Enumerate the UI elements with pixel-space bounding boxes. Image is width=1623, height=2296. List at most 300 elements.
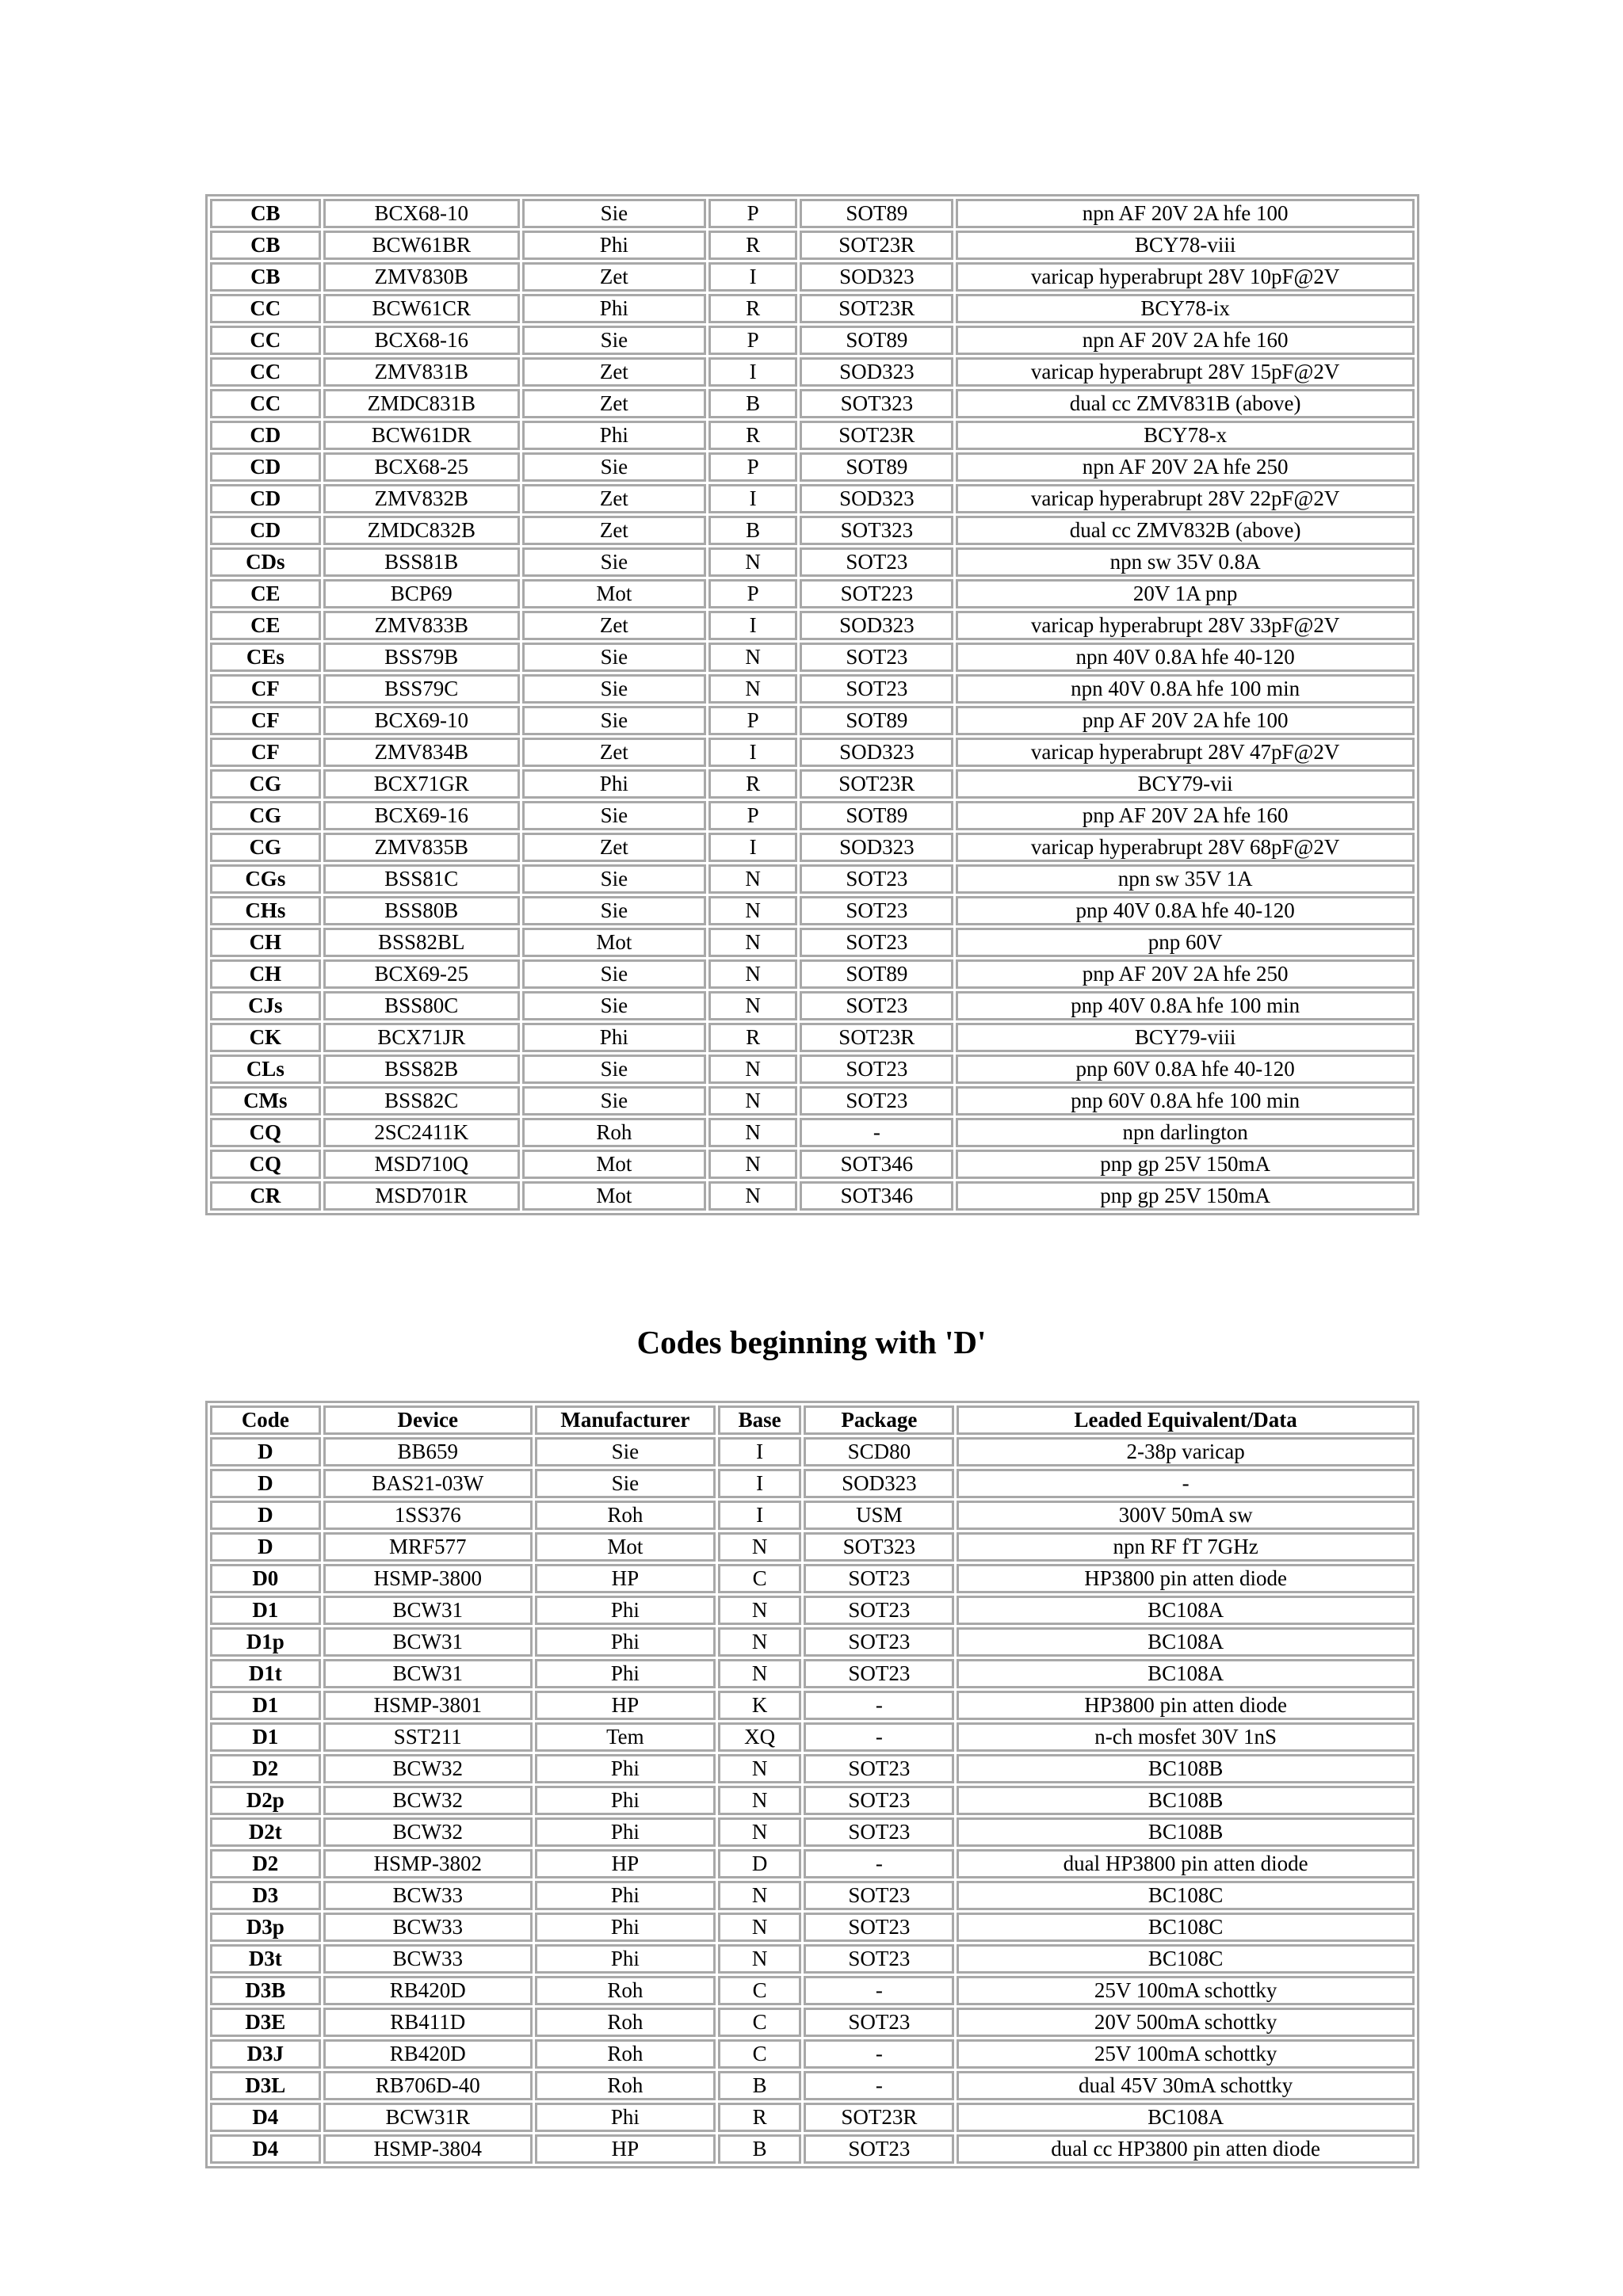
table-row — [210, 2103, 1415, 2132]
base-cell: N — [708, 1055, 798, 1084]
device-cell: BCX68-16 — [323, 326, 520, 355]
equivalent-data-cell: BC108C — [957, 1913, 1415, 1942]
code-cell: CF — [210, 674, 321, 704]
table-row — [210, 1627, 1415, 1657]
package-cell: SOT23 — [800, 1055, 953, 1084]
manufacturer-cell: Phi — [522, 1023, 706, 1052]
code-cell: D2t — [210, 1817, 321, 1847]
base-cell: XQ — [718, 1722, 801, 1752]
equivalent-data-cell: npn AF 20V 2A hfe 250 — [956, 452, 1415, 482]
device-header: Device — [323, 1405, 533, 1435]
base-cell: I — [718, 1437, 801, 1466]
equivalent-data-cell: pnp gp 25V 150mA — [956, 1181, 1415, 1211]
table-row — [210, 547, 1415, 577]
code-cell: D0 — [210, 1564, 321, 1593]
equivalent-data-header: Leaded Equivalent/Data — [957, 1405, 1415, 1435]
manufacturer-cell: Zet — [522, 357, 706, 387]
device-cell: HSMP-3804 — [323, 2134, 533, 2164]
device-cell: BSS80B — [323, 896, 520, 925]
device-cell: BSS80C — [323, 991, 520, 1020]
device-cell: ZMV831B — [323, 357, 520, 387]
table-row — [210, 674, 1415, 704]
manufacturer-cell: Phi — [535, 1659, 716, 1688]
equivalent-data-cell: BC108C — [957, 1944, 1415, 1974]
equivalent-data-cell: pnp 40V 0.8A hfe 100 min — [956, 991, 1415, 1020]
code-cell: CC — [210, 357, 321, 387]
code-cell: D — [210, 1469, 321, 1498]
equivalent-data-cell: pnp AF 20V 2A hfe 160 — [956, 801, 1415, 830]
base-cell: N — [708, 896, 798, 925]
device-cell: BCX68-25 — [323, 452, 520, 482]
code-cell: CF — [210, 738, 321, 767]
base-cell: P — [708, 579, 798, 608]
equivalent-data-cell: BC108C — [957, 1881, 1415, 1910]
manufacturer-cell: Sie — [535, 1469, 716, 1498]
manufacturer-cell: Tem — [535, 1722, 716, 1752]
table-row — [210, 357, 1415, 387]
device-cell: 2SC2411K — [323, 1118, 520, 1147]
table-row — [210, 1944, 1415, 1974]
package-cell: SOT23 — [800, 1086, 953, 1116]
device-cell: RB420D — [323, 1976, 533, 2005]
base-cell: N — [708, 547, 798, 577]
base-cell: I — [718, 1501, 801, 1530]
equivalent-data-cell: BC108B — [957, 1786, 1415, 1815]
base-cell: I — [708, 262, 798, 292]
code-cell: D — [210, 1532, 321, 1562]
package-cell: SOD323 — [800, 357, 953, 387]
table-row — [210, 579, 1415, 608]
package-cell: SOD323 — [800, 833, 953, 862]
manufacturer-cell: Sie — [522, 547, 706, 577]
package-cell: SOT23R — [804, 2103, 954, 2132]
manufacturer-cell: Roh — [535, 2039, 716, 2069]
table-row — [210, 1691, 1415, 1720]
manufacturer-cell: Roh — [535, 1976, 716, 2005]
manufacturer-cell: Phi — [522, 231, 706, 260]
device-cell: BCW31 — [323, 1659, 533, 1688]
codes-d-table-body — [210, 1437, 1415, 2164]
table-row — [210, 2039, 1415, 2069]
base-cell: P — [708, 801, 798, 830]
device-cell: BCX71GR — [323, 769, 520, 799]
code-cell: CQ — [210, 1118, 321, 1147]
device-cell: BSS82BL — [323, 928, 520, 957]
equivalent-data-cell: varicap hyperabrupt 28V 22pF@2V — [956, 484, 1415, 513]
package-header: Package — [804, 1405, 954, 1435]
equivalent-data-cell: HP3800 pin atten diode — [957, 1691, 1415, 1720]
base-cell: I — [708, 357, 798, 387]
equivalent-data-cell: pnp 60V — [956, 928, 1415, 957]
manufacturer-cell: Mot — [522, 1150, 706, 1179]
base-cell: C — [718, 2008, 801, 2037]
device-cell: BB659 — [323, 1437, 533, 1466]
manufacturer-cell: Sie — [522, 326, 706, 355]
package-cell: SOT23 — [800, 864, 953, 894]
manufacturer-cell: Phi — [522, 294, 706, 323]
equivalent-data-cell: varicap hyperabrupt 28V 10pF@2V — [956, 262, 1415, 292]
base-cell: N — [708, 643, 798, 672]
package-cell: SOT23R — [800, 1023, 953, 1052]
equivalent-data-cell: BC108A — [957, 2103, 1415, 2132]
package-cell: SOT23 — [804, 1627, 954, 1657]
equivalent-data-cell: 25V 100mA schottky — [957, 2039, 1415, 2069]
code-cell: CD — [210, 484, 321, 513]
code-cell: D3J — [210, 2039, 321, 2069]
package-cell: SOT23R — [800, 231, 953, 260]
table-row — [210, 1754, 1415, 1783]
table-row — [210, 801, 1415, 830]
base-cell: P — [708, 326, 798, 355]
device-cell: BCW61BR — [323, 231, 520, 260]
manufacturer-cell: Roh — [535, 2008, 716, 2037]
manufacturer-cell: Sie — [522, 452, 706, 482]
equivalent-data-cell: BCY79-vii — [956, 769, 1415, 799]
manufacturer-cell: Phi — [522, 421, 706, 450]
table-row — [210, 1976, 1415, 2005]
equivalent-data-cell: varicap hyperabrupt 28V 47pF@2V — [956, 738, 1415, 767]
package-cell: SOT89 — [800, 706, 953, 735]
package-cell: SOT23 — [800, 896, 953, 925]
base-cell: N — [718, 1596, 801, 1625]
base-cell: P — [708, 199, 798, 228]
device-cell: BSS81C — [323, 864, 520, 894]
package-cell: SOT23 — [804, 1913, 954, 1942]
package-cell: SOD323 — [804, 1469, 954, 1498]
manufacturer-cell: HP — [535, 1691, 716, 1720]
package-cell: SOT346 — [800, 1150, 953, 1179]
package-cell: SOT89 — [800, 326, 953, 355]
table-row — [210, 2008, 1415, 2037]
base-cell: B — [708, 516, 798, 545]
manufacturer-cell: Phi — [535, 1627, 716, 1657]
package-cell: SOT89 — [800, 801, 953, 830]
device-cell: BCX68-10 — [323, 199, 520, 228]
equivalent-data-cell: pnp 40V 0.8A hfe 40-120 — [956, 896, 1415, 925]
package-cell: SOT89 — [800, 452, 953, 482]
table-row — [210, 452, 1415, 482]
equivalent-data-cell: dual cc ZMV832B (above) — [956, 516, 1415, 545]
code-cell: CE — [210, 611, 321, 640]
code-cell: D3 — [210, 1881, 321, 1910]
device-cell: BSS81B — [323, 547, 520, 577]
base-cell: C — [718, 1564, 801, 1593]
equivalent-data-cell: dual 45V 30mA schottky — [957, 2071, 1415, 2100]
base-cell: N — [718, 1754, 801, 1783]
device-cell: BCW31R — [323, 2103, 533, 2132]
device-cell: BSS82C — [323, 1086, 520, 1116]
base-cell: N — [718, 1532, 801, 1562]
device-cell: RB420D — [323, 2039, 533, 2069]
device-cell: ZMDC831B — [323, 389, 520, 418]
code-cell: D — [210, 1437, 321, 1466]
table-row — [210, 1055, 1415, 1084]
package-cell: SOT23 — [800, 674, 953, 704]
table-row — [210, 231, 1415, 260]
table-row — [210, 1817, 1415, 1847]
table-row — [210, 421, 1415, 450]
code-cell: CB — [210, 262, 321, 292]
table-row — [210, 2071, 1415, 2100]
equivalent-data-cell: HP3800 pin atten diode — [957, 1564, 1415, 1593]
manufacturer-cell: Mot — [522, 579, 706, 608]
package-cell: SOT23 — [804, 1596, 954, 1625]
device-cell: ZMV833B — [323, 611, 520, 640]
code-cell: CR — [210, 1181, 321, 1211]
base-cell: N — [708, 1150, 798, 1179]
code-cell: CC — [210, 294, 321, 323]
device-cell: ZMV832B — [323, 484, 520, 513]
device-cell: MSD710Q — [323, 1150, 520, 1179]
table-row — [210, 611, 1415, 640]
table-row — [210, 1786, 1415, 1815]
manufacturer-cell: Zet — [522, 262, 706, 292]
codes-d-table-header — [210, 1405, 1415, 1435]
manufacturer-cell: Sie — [522, 864, 706, 894]
equivalent-data-cell: npn AF 20V 2A hfe 160 — [956, 326, 1415, 355]
codes-d-table — [205, 1401, 1419, 2168]
manufacturer-cell: Sie — [522, 896, 706, 925]
table-row — [210, 1469, 1415, 1498]
base-cell: C — [718, 1976, 801, 2005]
package-cell: SOT23 — [804, 2134, 954, 2164]
package-cell: SOT23 — [800, 547, 953, 577]
manufacturer-cell: Phi — [535, 1881, 716, 1910]
table-row — [210, 833, 1415, 862]
base-cell: I — [708, 611, 798, 640]
package-cell: SOD323 — [800, 262, 953, 292]
code-cell: CB — [210, 231, 321, 260]
code-cell: D1 — [210, 1691, 321, 1720]
code-cell: CH — [210, 928, 321, 957]
package-cell: SOT23 — [804, 1754, 954, 1783]
equivalent-data-cell: varicap hyperabrupt 28V 15pF@2V — [956, 357, 1415, 387]
manufacturer-cell: Phi — [535, 1754, 716, 1783]
device-cell: BCW61DR — [323, 421, 520, 450]
base-cell: D — [718, 1849, 801, 1878]
package-cell: SOT323 — [804, 1532, 954, 1562]
manufacturer-cell: Zet — [522, 738, 706, 767]
package-cell: SOT23R — [800, 769, 953, 799]
device-cell: BCW33 — [323, 1881, 533, 1910]
manufacturer-header: Manufacturer — [535, 1405, 716, 1435]
equivalent-data-cell: pnp 60V 0.8A hfe 40-120 — [956, 1055, 1415, 1084]
package-cell: SOT23 — [800, 991, 953, 1020]
table-row — [210, 928, 1415, 957]
code-cell: D1p — [210, 1627, 321, 1657]
code-cell: CC — [210, 389, 321, 418]
code-cell: CB — [210, 199, 321, 228]
device-cell: BSS82B — [323, 1055, 520, 1084]
table-row — [210, 262, 1415, 292]
equivalent-data-cell: npn darlington — [956, 1118, 1415, 1147]
base-cell: N — [708, 674, 798, 704]
device-cell: SST211 — [323, 1722, 533, 1752]
table-row — [210, 1564, 1415, 1593]
device-cell: BCX69-10 — [323, 706, 520, 735]
base-cell: P — [708, 706, 798, 735]
base-cell: N — [718, 1817, 801, 1847]
equivalent-data-cell: 300V 50mA sw — [957, 1501, 1415, 1530]
codes-c-table-body — [210, 199, 1415, 1211]
base-cell: P — [708, 452, 798, 482]
device-cell: ZMV830B — [323, 262, 520, 292]
manufacturer-cell: Sie — [535, 1437, 716, 1466]
equivalent-data-cell: npn sw 35V 1A — [956, 864, 1415, 894]
manufacturer-cell: Roh — [535, 1501, 716, 1530]
manufacturer-cell: Phi — [535, 1786, 716, 1815]
device-cell: BAS21-03W — [323, 1469, 533, 1498]
code-cell: CMs — [210, 1086, 321, 1116]
equivalent-data-cell: pnp gp 25V 150mA — [956, 1150, 1415, 1179]
device-cell: ZMDC832B — [323, 516, 520, 545]
base-cell: I — [708, 833, 798, 862]
code-cell: D3L — [210, 2071, 321, 2100]
equivalent-data-cell: n-ch mosfet 30V 1nS — [957, 1722, 1415, 1752]
table-row — [210, 1150, 1415, 1179]
section-heading: Codes beginning with 'D' — [636, 1324, 987, 1360]
table-row — [210, 1118, 1415, 1147]
package-cell: SOT23 — [804, 1881, 954, 1910]
manufacturer-cell: Sie — [522, 801, 706, 830]
table-row — [210, 1181, 1415, 1211]
equivalent-data-cell: 20V 1A pnp — [956, 579, 1415, 608]
base-cell: R — [708, 294, 798, 323]
table-row — [210, 1437, 1415, 1466]
equivalent-data-cell: npn sw 35V 0.8A — [956, 547, 1415, 577]
equivalent-data-cell: dual cc HP3800 pin atten diode — [957, 2134, 1415, 2164]
table-row — [210, 959, 1415, 989]
equivalent-data-cell: varicap hyperabrupt 28V 33pF@2V — [956, 611, 1415, 640]
base-cell: K — [718, 1691, 801, 1720]
code-cell: CG — [210, 769, 321, 799]
table-row — [210, 1913, 1415, 1942]
code-cell: D1t — [210, 1659, 321, 1688]
base-cell: N — [708, 959, 798, 989]
device-cell: BCW32 — [323, 1817, 533, 1847]
base-cell: R — [708, 231, 798, 260]
device-cell: BCW33 — [323, 1913, 533, 1942]
package-cell: SOT89 — [800, 959, 953, 989]
code-cell: CE — [210, 579, 321, 608]
table-row — [210, 1596, 1415, 1625]
code-cell: CG — [210, 801, 321, 830]
code-cell: D1 — [210, 1722, 321, 1752]
device-cell: MRF577 — [323, 1532, 533, 1562]
package-cell: SOT223 — [800, 579, 953, 608]
manufacturer-cell: Mot — [522, 928, 706, 957]
code-cell: D3p — [210, 1913, 321, 1942]
package-cell: SOT89 — [800, 199, 953, 228]
package-cell: - — [804, 1976, 954, 2005]
header-row — [210, 1405, 1415, 1435]
manufacturer-cell: Sie — [522, 706, 706, 735]
code-cell: CC — [210, 326, 321, 355]
device-cell: HSMP-3801 — [323, 1691, 533, 1720]
package-cell: SOT23 — [804, 1564, 954, 1593]
device-cell: 1SS376 — [323, 1501, 533, 1530]
package-cell: SOT23 — [804, 1659, 954, 1688]
base-cell: I — [708, 738, 798, 767]
table-row — [210, 1086, 1415, 1116]
base-cell: I — [718, 1469, 801, 1498]
code-cell: CEs — [210, 643, 321, 672]
base-cell: N — [718, 1659, 801, 1688]
table-row — [210, 294, 1415, 323]
table-row — [210, 643, 1415, 672]
package-cell: SOT23 — [804, 1944, 954, 1974]
base-cell: N — [718, 1627, 801, 1657]
table-row — [210, 1881, 1415, 1910]
package-cell: - — [804, 2071, 954, 2100]
table-row — [210, 1722, 1415, 1752]
manufacturer-cell: HP — [535, 2134, 716, 2164]
manufacturer-cell: Sie — [522, 199, 706, 228]
device-cell: RB706D-40 — [323, 2071, 533, 2100]
base-header: Base — [718, 1405, 801, 1435]
package-cell: SOT23R — [800, 421, 953, 450]
table-row — [210, 864, 1415, 894]
table-row — [210, 991, 1415, 1020]
equivalent-data-cell: pnp AF 20V 2A hfe 250 — [956, 959, 1415, 989]
code-cell: D4 — [210, 2134, 321, 2164]
table-row — [210, 706, 1415, 735]
base-cell: N — [708, 928, 798, 957]
table-row — [210, 1849, 1415, 1878]
equivalent-data-cell: 2-38p varicap — [957, 1437, 1415, 1466]
manufacturer-cell: Zet — [522, 611, 706, 640]
package-cell: SOD323 — [800, 611, 953, 640]
equivalent-data-cell: dual cc ZMV831B (above) — [956, 389, 1415, 418]
base-cell: R — [718, 2103, 801, 2132]
code-cell: CJs — [210, 991, 321, 1020]
manufacturer-cell: Zet — [522, 389, 706, 418]
equivalent-data-cell: BC108B — [957, 1817, 1415, 1847]
code-cell: CH — [210, 959, 321, 989]
manufacturer-cell: Phi — [522, 769, 706, 799]
equivalent-data-cell: BC108B — [957, 1754, 1415, 1783]
table-row — [210, 769, 1415, 799]
equivalent-data-cell: BCY78-viii — [956, 231, 1415, 260]
equivalent-data-cell: - — [957, 1469, 1415, 1498]
base-cell: I — [708, 484, 798, 513]
manufacturer-cell: Phi — [535, 1817, 716, 1847]
manufacturer-cell: Sie — [522, 991, 706, 1020]
table-row — [210, 1023, 1415, 1052]
equivalent-data-cell: dual HP3800 pin atten diode — [957, 1849, 1415, 1878]
package-cell: SOT23 — [804, 1786, 954, 1815]
package-cell: SCD80 — [804, 1437, 954, 1466]
device-cell: BCW61CR — [323, 294, 520, 323]
package-cell: - — [804, 1722, 954, 1752]
package-cell: SOT323 — [800, 389, 953, 418]
device-cell: BCW32 — [323, 1786, 533, 1815]
code-cell: D3B — [210, 1976, 321, 2005]
table-row — [210, 738, 1415, 767]
base-cell: N — [718, 1913, 801, 1942]
package-cell: SOT23 — [804, 1817, 954, 1847]
table-row — [210, 516, 1415, 545]
table-row — [210, 389, 1415, 418]
package-cell: SOT23R — [800, 294, 953, 323]
code-cell: D2 — [210, 1754, 321, 1783]
package-cell: SOT346 — [800, 1181, 953, 1211]
code-cell: D3t — [210, 1944, 321, 1974]
base-cell: C — [718, 2039, 801, 2069]
package-cell: SOT23 — [800, 643, 953, 672]
manufacturer-cell: HP — [535, 1564, 716, 1593]
base-cell: R — [708, 1023, 798, 1052]
